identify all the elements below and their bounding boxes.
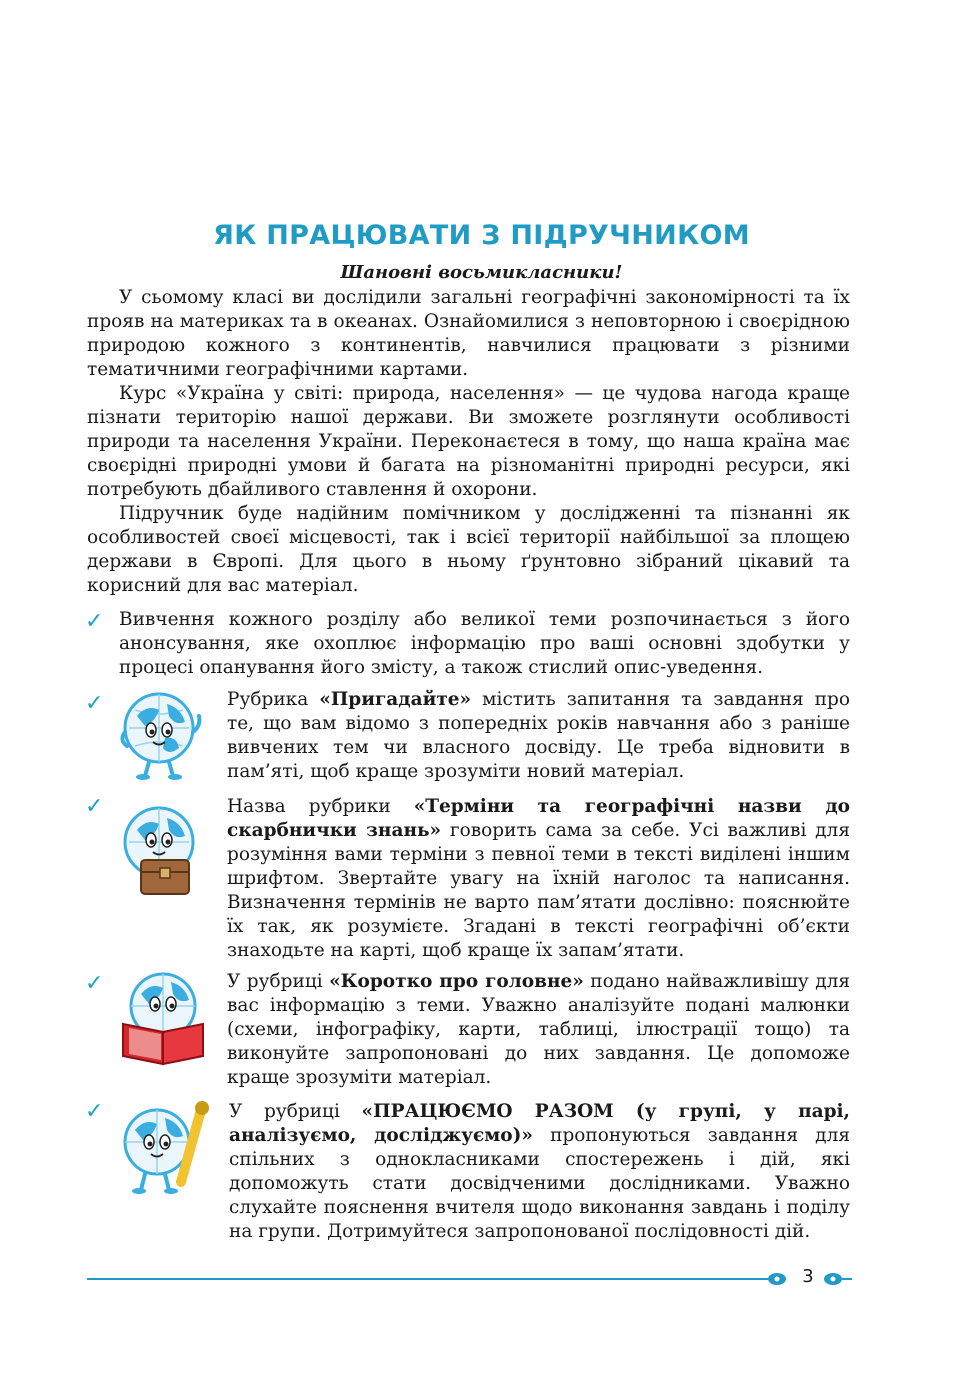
checkmark-icon: ✓ [85, 1099, 104, 1124]
rubric-summary-text [227, 970, 850, 1090]
checkmark-icon: ✓ [85, 691, 104, 716]
intro-paragraph: У сьомому класі ви дослідили загальні географічні закономірності та їх прояв на материках та в океанах. Ознайомилися з неповторною і своєрідною природою кожного з континентів, навчилися працювати з різними тематичними географічними картами. [87, 287, 850, 380]
page-title: ЯК ПРАЦЮВАТИ З ПІДРУЧНИКОМ [213, 220, 750, 251]
rubric-text: містить запитання та завдання про те, що вам відомо з попередніх років навчання або з раніше вивчених тем чи власного досвіду. Це треба відновити в пам’яті, щоб краще зрозуміти новий матеріал. [227, 689, 850, 782]
globe-with-telescope-icon [115, 1098, 215, 1198]
rubric-text: Вивчення кожного розділу або великої теми розпочинається з його анонсування, яке охоплює інформацію про ваші основні здобутки у процесі опанування його змісту, а також стислий опис-уведення. [119, 609, 850, 678]
intro-text [87, 286, 850, 598]
rubric-text: говорить сама за себе. Усі важливі для розуміння вами терміни з певної теми в тексті виділені іншим шрифтом. Звертайте увагу на їхній наголос та написання. Визначення термінів не варто пам’ятати дослівно: пояснюйте їх так, як розумієте. Згадані в тексті географічні об’єкти знаходьте на карті, щоб краще їх запам’ятати. [227, 820, 850, 961]
page-number: 3 [802, 1266, 814, 1287]
footer-ornament-right-icon [822, 1271, 852, 1287]
footer-ornament-left-icon [760, 1271, 788, 1287]
rubric-name: «Терміни та географічні назви до скарбнички знань» [227, 796, 850, 841]
rubric-remember-text [227, 688, 850, 784]
globe-with-book-icon [115, 968, 215, 1068]
rubric-text: Назва рубрики [227, 796, 414, 817]
rubric-terms-text [227, 795, 850, 963]
rubric-text: У рубриці [227, 971, 330, 992]
rubric-teamwork-text [229, 1100, 850, 1244]
footer-rule [87, 1278, 767, 1280]
checkmark-icon: ✓ [85, 609, 104, 634]
rubric-text: пропонуються завдання для спільних з однокласниками спостережень і дій, які допоможуть стати досвідченими дослідниками. Уважно слухайте пояснення вчителя щодо виконання завдань і поділу на групи. Дотримуйтеся запропонованої послідовності дій. [229, 1125, 850, 1242]
rubric-name: «ПРАЦЮЄМО РАЗОМ (у групі, у парі, аналізуємо, досліджуємо)» [229, 1101, 851, 1146]
checkmark-icon: ✓ [85, 794, 104, 819]
checkmark-icon: ✓ [85, 971, 104, 996]
rubric-name: «Коротко про головне» [329, 971, 584, 992]
intro-paragraph: Курс «Україна у світі: природа, населення» — це чудова нагода краще пізнати територію нашої держави. Ви зможете розглянути особливості природи та населення України. Переконаєтеся в тому, що наша країна має своєрідні природні умови й багата на різноманітні природні ресурси, які потребують дбайливого ставлення й охорони. [87, 383, 850, 500]
globe-mascot-icon [115, 686, 207, 782]
rubric-text: подано найважливішу для вас інформацію з теми. Уважно аналізуйте подані малюнки (схеми, інфографіку, карти, таблиці, ілюстрації тощо) та виконуйте запропоновані до них завдання. Це допоможе краще зрозуміти матеріал. [227, 971, 851, 1088]
rubric-text: Рубрика [227, 689, 320, 710]
intro-paragraph: Підручник буде надійним помічником у дослідженні та пізнанні як особливостей своєї місцевості, так і всієї території найбільшої за площею держави в Європі. Для цього в ньому ґрунтовно зібраний цікавий та корисний для вас матеріал. [87, 503, 850, 596]
rubric-announcement-text [119, 608, 850, 680]
globe-with-chest-icon [115, 800, 210, 905]
rubric-text: У рубриці [229, 1101, 362, 1122]
greeting: Шановні восьмикласники! [340, 262, 623, 283]
rubric-name: «Пригадайте» [319, 689, 472, 710]
